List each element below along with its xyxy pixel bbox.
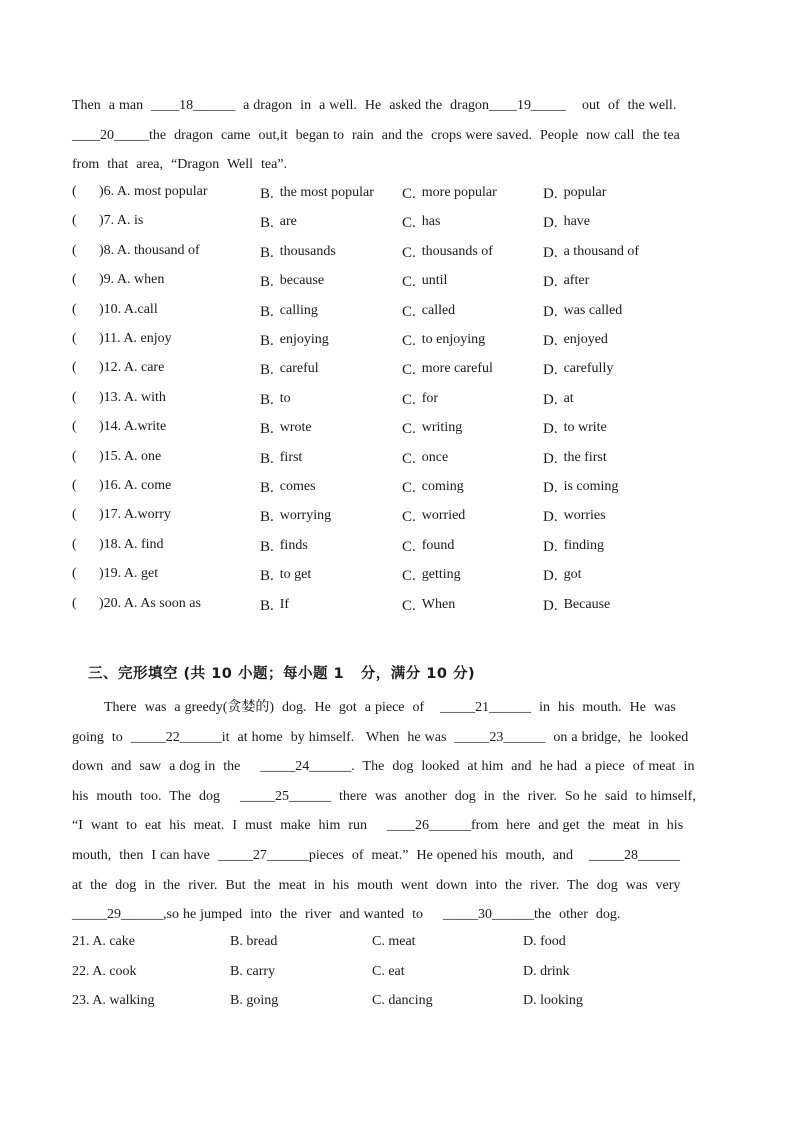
option-b-text: calling	[279, 302, 318, 318]
cloze-option-d: D. looking	[523, 993, 583, 1009]
question-number-option-a: )12. A. care	[99, 360, 165, 376]
option-b-letter: B.	[260, 244, 274, 261]
option-b-letter: B.	[260, 450, 274, 467]
option-b	[260, 449, 302, 466]
option-c	[402, 243, 493, 260]
option-b-letter: B.	[260, 362, 274, 379]
option-c-text: to enjoying	[421, 332, 486, 347]
answer-paren[interactable]: (	[72, 478, 77, 493]
answer-paren[interactable]: (	[72, 331, 77, 346]
cloze-line-6: mouth, then I can have _____27______pieces of meat.” He opened his mouth, and _____28______	[72, 847, 681, 863]
option-c-text: worried	[421, 508, 466, 524]
option-c-text: once	[421, 449, 449, 465]
option-d-text: at	[563, 390, 574, 406]
option-d-text: have	[563, 214, 591, 230]
option-b-letter: B.	[260, 509, 274, 526]
option-b-letter: B.	[260, 215, 274, 232]
question-row	[72, 419, 732, 441]
option-d-letter: D.	[543, 450, 558, 467]
option-b-text: are	[279, 214, 297, 230]
option-d	[543, 272, 589, 289]
option-c	[402, 390, 438, 407]
question-row	[72, 243, 732, 265]
option-d-text: got	[563, 567, 582, 583]
option-c-letter: C.	[402, 303, 416, 320]
cloze-option-b: B. going	[230, 993, 279, 1009]
option-d-letter: D.	[543, 215, 558, 232]
option-c	[402, 184, 497, 201]
option-d	[543, 360, 613, 377]
option-b	[260, 184, 374, 201]
cloze-option-d: D. food	[523, 934, 566, 949]
option-c-letter: C.	[402, 362, 416, 379]
option-d-text: finding	[563, 537, 605, 553]
option-c-text: until	[421, 273, 448, 289]
option-c-letter: C.	[402, 333, 416, 349]
option-d-letter: D.	[543, 597, 558, 614]
cloze-line-7: at the dog in the river. But the meat in his mouth went down into the river. The dog was very	[72, 877, 681, 893]
option-b-letter: B.	[260, 480, 274, 496]
option-d-letter: D.	[543, 480, 558, 496]
option-d-text: Because	[563, 596, 611, 612]
option-d-letter: D.	[543, 333, 558, 349]
question-row	[72, 184, 732, 206]
option-b-text: the most popular	[279, 185, 374, 200]
question-number-option-a: )7. A. is	[99, 213, 144, 229]
option-c-text: found	[421, 537, 455, 553]
cloze-line-5: “I want to eat his meat. I must make him run ____26______from here and get the meat in his	[72, 818, 684, 834]
option-d-letter: D.	[543, 362, 558, 379]
cloze-option-c: C. eat	[372, 963, 405, 979]
cloze-option-c: C. meat	[372, 934, 416, 949]
question-number-option-a: )18. A. find	[99, 536, 164, 552]
question-number-option-a: )15. A. one	[99, 448, 162, 464]
option-b	[260, 596, 289, 613]
option-b-text: thousands	[279, 243, 336, 259]
passage-top	[72, 91, 722, 180]
option-b-text: because	[279, 273, 325, 289]
question-number-option-a: )20. A. As soon as	[99, 595, 201, 611]
answer-paren[interactable]: (	[72, 360, 77, 376]
cloze-option-a: 22. A. cook	[72, 963, 137, 979]
option-d-letter: D.	[543, 391, 558, 408]
option-d-text: worries	[563, 508, 606, 524]
option-b	[260, 566, 311, 583]
option-d-letter: D.	[543, 509, 558, 526]
passage-cloze	[72, 693, 722, 930]
option-d-letter: D.	[543, 274, 558, 291]
option-b	[260, 213, 297, 230]
option-c	[402, 596, 455, 613]
option-d	[543, 302, 622, 319]
question-row	[72, 537, 732, 559]
option-c-text: has	[421, 214, 441, 230]
option-d-text: popular	[563, 185, 607, 200]
question-row	[72, 331, 732, 353]
cloze-option-c: C. dancing	[372, 993, 433, 1009]
option-b-text: to	[279, 390, 291, 406]
answer-paren[interactable]: (	[72, 536, 77, 552]
option-d	[543, 596, 610, 613]
passage-top-line-2: ____20_____the dragon came out,it began to rain and the crops were saved. People now call the tea	[72, 127, 680, 143]
option-d-text: enjoyed	[563, 332, 608, 347]
answer-paren[interactable]: (	[72, 389, 77, 405]
option-d	[543, 243, 639, 260]
option-d-letter: D.	[543, 568, 558, 585]
question-row	[72, 449, 732, 471]
question-number-option-a: )16. A. come	[99, 478, 172, 493]
option-d	[543, 537, 604, 554]
answer-paren[interactable]: (	[72, 566, 77, 582]
option-c	[402, 302, 455, 319]
question-number-option-a: )11. A. enjoy	[99, 331, 172, 346]
cloze-option-row	[72, 964, 732, 986]
option-c	[402, 272, 447, 289]
cloze-option-b: B. carry	[230, 963, 276, 979]
question-number-option-a: )17. A.worry	[99, 507, 171, 523]
option-c-letter: C.	[402, 509, 416, 526]
option-c	[402, 419, 462, 436]
answer-paren[interactable]: (	[72, 184, 77, 199]
option-b	[260, 390, 291, 407]
option-c-text: for	[421, 390, 439, 406]
option-c-letter: C.	[402, 597, 416, 614]
option-c-letter: C.	[402, 568, 416, 585]
option-d	[543, 331, 608, 348]
option-c-text: When	[421, 596, 456, 612]
cloze-line-2: going to _____22______it at home by himself. When he was _____23______ on a bridge, he looked	[72, 729, 689, 745]
answer-paren[interactable]: (	[72, 301, 77, 317]
passage-top-line-3: from that area, “Dragon Well tea”.	[72, 157, 288, 172]
option-c-text: writing	[421, 420, 463, 436]
cloze-option-row	[72, 993, 732, 1015]
option-d-letter: D.	[543, 186, 558, 202]
question-number-option-a: )14. A.write	[99, 419, 167, 435]
option-d-letter: D.	[543, 303, 558, 320]
option-b-text: comes	[279, 479, 316, 494]
question-row	[72, 596, 732, 618]
option-b	[260, 507, 331, 524]
option-c	[402, 537, 454, 554]
option-b-letter: B.	[260, 303, 274, 320]
option-d	[543, 390, 574, 407]
question-row	[72, 390, 732, 412]
cloze-option-b: B. bread	[230, 934, 278, 949]
answer-paren[interactable]: (	[72, 213, 77, 229]
option-d-text: the first	[563, 449, 607, 465]
option-d-text: was called	[563, 302, 623, 318]
option-d	[543, 449, 607, 466]
option-b-text: finds	[279, 537, 308, 553]
option-c-letter: C.	[402, 480, 416, 496]
option-d-letter: D.	[543, 421, 558, 438]
question-row	[72, 566, 732, 588]
option-b-letter: B.	[260, 421, 274, 438]
option-c	[402, 213, 440, 230]
option-b	[260, 302, 318, 319]
option-b-text: wrote	[279, 420, 312, 436]
passage-top-line-1: Then a man ____18______ a dragon in a well. He asked the dragon____19_____ out of the well.	[72, 98, 677, 113]
option-b	[260, 478, 316, 495]
option-c-text: getting	[421, 567, 461, 583]
option-d-text: to write	[563, 420, 607, 436]
option-d	[543, 184, 606, 201]
cloze-line-1	[72, 693, 722, 723]
option-b-text: enjoying	[279, 332, 329, 347]
option-b-letter: B.	[260, 597, 274, 614]
question-row	[72, 507, 732, 529]
option-d-letter: D.	[543, 538, 558, 555]
answer-paren[interactable]: (	[72, 595, 77, 611]
question-row	[72, 360, 732, 382]
option-b	[260, 243, 336, 260]
option-d-text: is coming	[563, 479, 619, 494]
question-row	[72, 213, 732, 235]
question-number-option-a: )19. A. get	[99, 566, 159, 582]
option-d-text: a thousand of	[563, 243, 640, 259]
option-b-letter: B.	[260, 333, 274, 349]
option-b-text: careful	[279, 361, 319, 377]
option-d	[543, 478, 618, 495]
answer-paren[interactable]: (	[72, 419, 77, 435]
cloze-option-row	[72, 934, 732, 956]
option-c	[402, 449, 448, 466]
option-c	[402, 331, 485, 348]
option-c-text: thousands of	[421, 243, 493, 259]
option-c-text: coming	[421, 479, 464, 494]
cloze-line-3: down and saw a dog in the _____24______. The dog looked at him and he had a piece of meat in	[72, 759, 695, 775]
option-c-text: more careful	[421, 361, 493, 377]
option-d	[543, 213, 590, 230]
question-row	[72, 302, 732, 324]
option-c-letter: C.	[402, 450, 416, 467]
option-d-text: after	[563, 273, 590, 289]
cloze-line-4: his mouth too. The dog _____25______ there was another dog in the river. So he said to himself,	[72, 788, 696, 804]
option-b-text: worrying	[279, 508, 332, 524]
option-d	[543, 507, 606, 524]
option-c-letter: C.	[402, 215, 416, 232]
option-b-letter: B.	[260, 391, 274, 408]
option-b-text: to get	[279, 567, 312, 583]
option-b	[260, 331, 329, 348]
option-b-letter: B.	[260, 186, 274, 202]
question-number-option-a: )8. A. thousand of	[99, 242, 200, 258]
question-number-option-a: )6. A. most popular	[99, 184, 208, 199]
section-3-title: 三、完形填空 (共 10 小题；每小题 1 分，满分 10 分)	[88, 666, 476, 682]
option-c-letter: C.	[402, 538, 416, 555]
cloze-option-a: 21. A. cake	[72, 934, 135, 949]
option-b-letter: B.	[260, 568, 274, 585]
question-number-option-a: )13. A. with	[99, 389, 166, 405]
option-c-text: more popular	[421, 185, 497, 200]
option-b	[260, 537, 308, 554]
option-b-letter: B.	[260, 274, 274, 291]
option-b	[260, 272, 324, 289]
question-row	[72, 478, 732, 500]
answer-paren[interactable]: (	[72, 272, 77, 288]
cloze-line-8: _____29______,so he jumped into the river and wanted to _____30______the other dog.	[72, 907, 621, 923]
option-b-text: If	[279, 596, 290, 612]
option-b-text: first	[279, 449, 303, 465]
option-d-text: carefully	[563, 361, 614, 377]
option-b	[260, 360, 319, 377]
answer-paren[interactable]: (	[72, 507, 77, 523]
option-c	[402, 478, 464, 495]
answer-paren[interactable]: (	[72, 448, 77, 464]
cloze-option-d: D. drink	[523, 963, 570, 979]
option-c-letter: C.	[402, 244, 416, 261]
option-c-letter: C.	[402, 391, 416, 408]
question-number-option-a: )9. A. when	[99, 272, 165, 288]
option-d-letter: D.	[543, 244, 558, 261]
option-c-letter: C.	[402, 421, 416, 438]
cloze-option-a: 23. A. walking	[72, 993, 155, 1009]
option-c	[402, 507, 465, 524]
answer-paren[interactable]: (	[72, 242, 77, 258]
question-number-option-a: )10. A.call	[99, 301, 158, 317]
question-row	[72, 272, 732, 294]
option-b	[260, 419, 312, 436]
option-c-letter: C.	[402, 274, 416, 291]
cloze-line-1-text: There was a greedy(贪婪的) dog. He got a piece of _____21______ in his mouth. He was	[104, 700, 676, 715]
option-d	[543, 566, 581, 583]
option-c	[402, 360, 493, 377]
option-c-letter: C.	[402, 186, 416, 202]
option-d	[543, 419, 607, 436]
option-c	[402, 566, 461, 583]
option-c-text: called	[421, 302, 456, 318]
option-b-letter: B.	[260, 538, 274, 555]
